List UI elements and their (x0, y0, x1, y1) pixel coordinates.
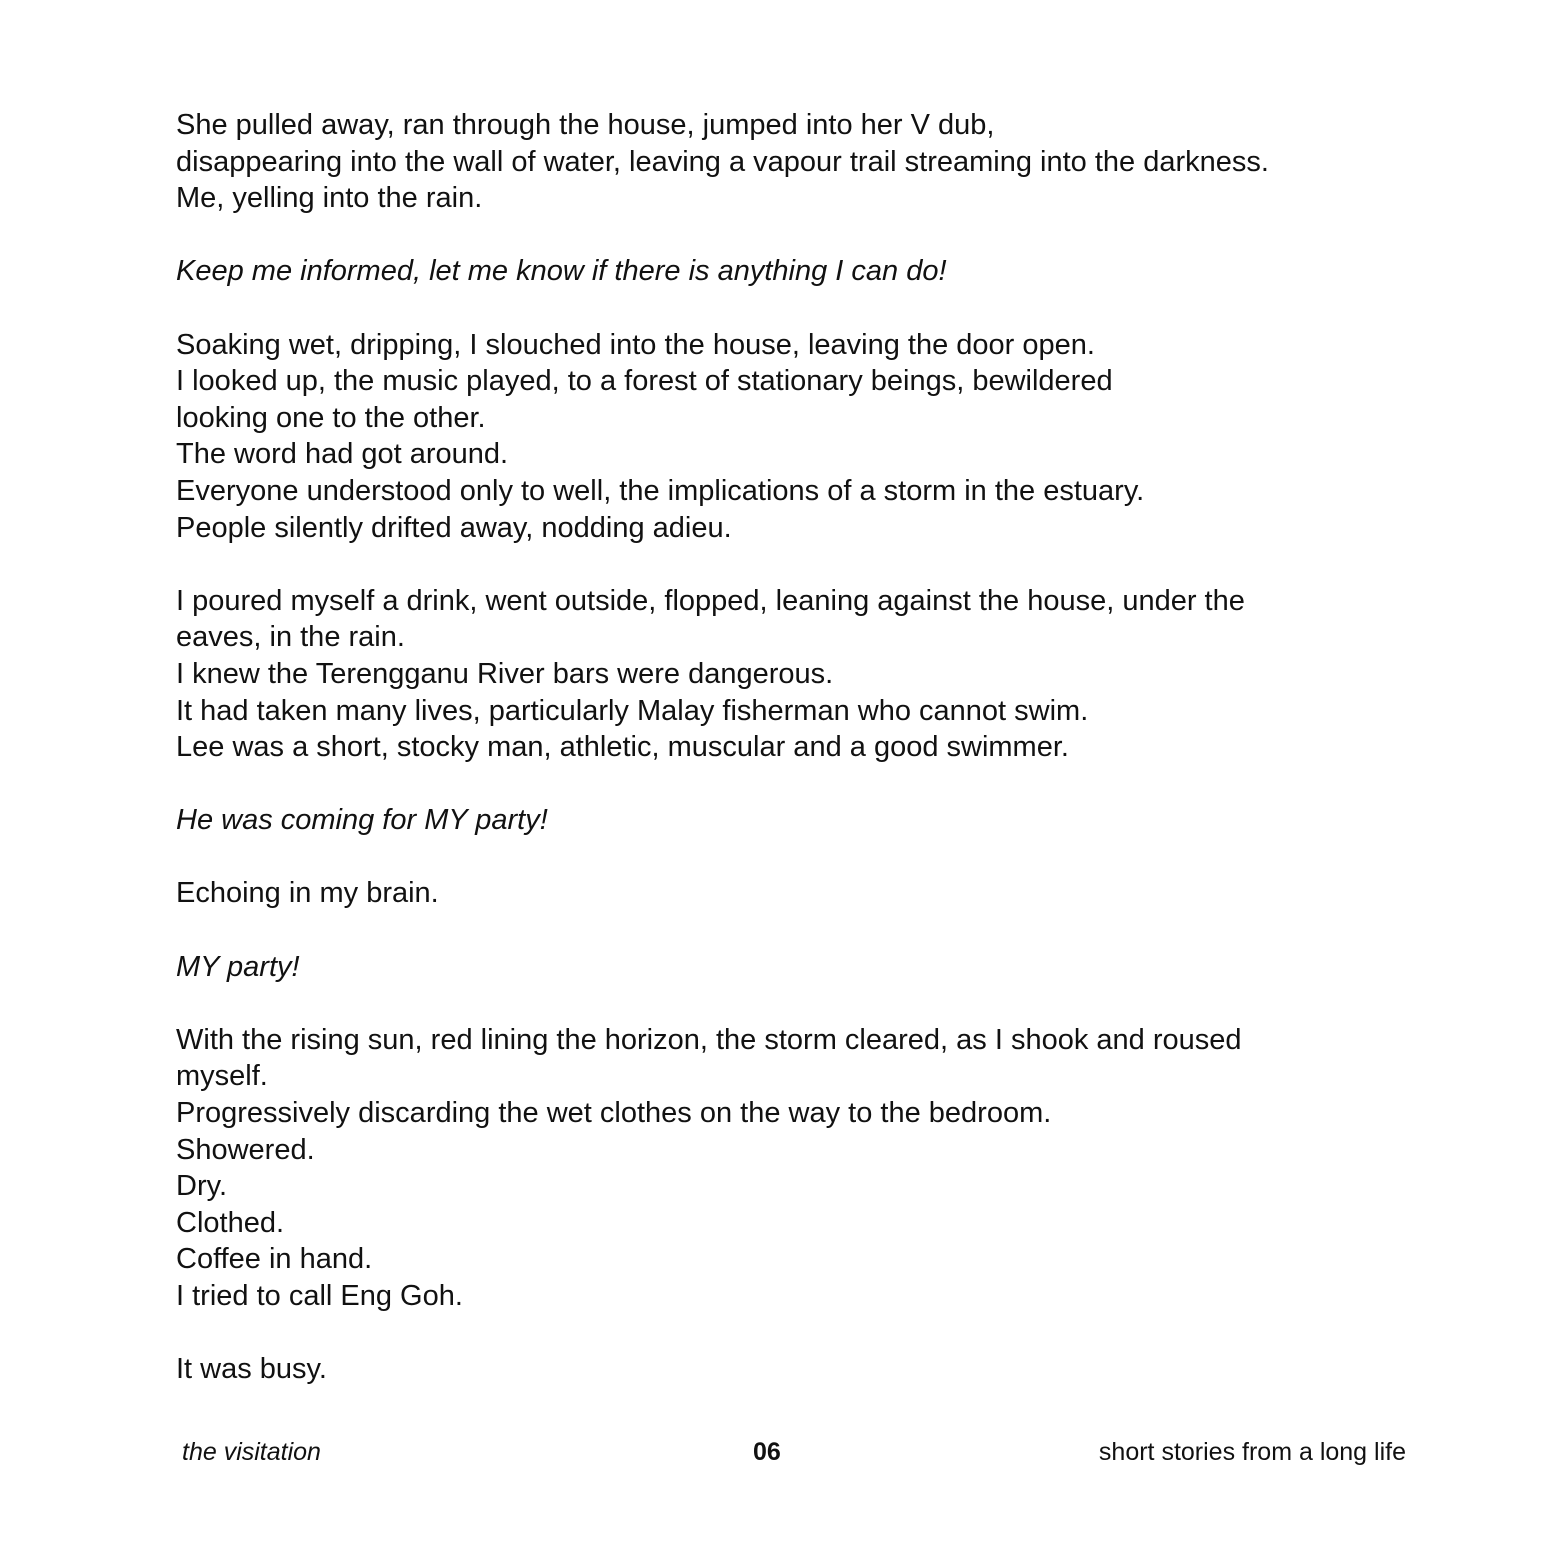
text-line: Soaking wet, dripping, I slouched into the house, leaving the door open. (176, 328, 1095, 361)
text-line: Lee was a short, stocky man, athletic, muscular and a good swimmer. (176, 731, 1069, 764)
text-line: Everyone understood only to well, the implications of a storm in the estuary. (176, 474, 1145, 507)
text-line: eaves, in the rain. (176, 621, 405, 654)
text-line: Clothed. (176, 1206, 285, 1239)
text-line: It was busy. (176, 1353, 327, 1386)
story-body (176, 107, 1426, 1388)
footer-story-title: the visitation (182, 1438, 321, 1466)
text-line: I looked up, the music played, to a forest of stationary beings, bewildered (176, 365, 1113, 398)
text-line: He was coming for MY party! (176, 804, 548, 837)
text-line: I knew the Terengganu River bars were dangerous. (176, 657, 834, 690)
page-footer (0, 1438, 1557, 1472)
paragraph (176, 253, 1426, 290)
text-line: I poured myself a drink, went outside, flopped, leaning against the house, under the (176, 584, 1245, 617)
text-line: looking one to the other. (176, 401, 486, 434)
text-line: Dry. (176, 1170, 228, 1203)
text-line: Progressively discarding the wet clothes on the way to the bedroom. (176, 1097, 1052, 1130)
text-line: She pulled away, ran through the house, jumped into her V dub, (176, 109, 995, 141)
paragraph (176, 107, 1426, 217)
paragraph (176, 1351, 1426, 1388)
text-line: Me, yelling into the rain. (176, 182, 483, 215)
text-line: It had taken many lives, particularly Malay fisherman who cannot swim. (176, 694, 1089, 727)
text-line: Echoing in my brain. (176, 877, 439, 910)
text-line: The word had got around. (176, 438, 509, 471)
paragraph (176, 949, 1426, 986)
paragraph (176, 583, 1426, 766)
text-line: disappearing into the wall of water, leaving a vapour trail streaming into the darkness. (176, 145, 1269, 178)
text-line: Coffee in hand. (176, 1243, 373, 1276)
page-number: 06 (753, 1438, 781, 1466)
paragraph (176, 875, 1426, 912)
text-line: With the rising sun, red lining the horizon, the storm cleared, as I shook and roused (176, 1023, 1242, 1056)
text-line: People silently drifted away, nodding adieu. (176, 511, 732, 544)
text-line: Showered. (176, 1133, 315, 1166)
footer-book-title: short stories from a long life (1098, 1438, 1406, 1466)
text-line: I tried to call Eng Goh. (176, 1280, 463, 1312)
paragraph (176, 327, 1426, 547)
paragraph (176, 1022, 1426, 1315)
paragraph (176, 802, 1426, 839)
text-line: MY party! (176, 950, 300, 983)
text-line: Keep me informed, let me know if there is anything I can do! (176, 255, 947, 288)
text-line: myself. (176, 1060, 268, 1093)
